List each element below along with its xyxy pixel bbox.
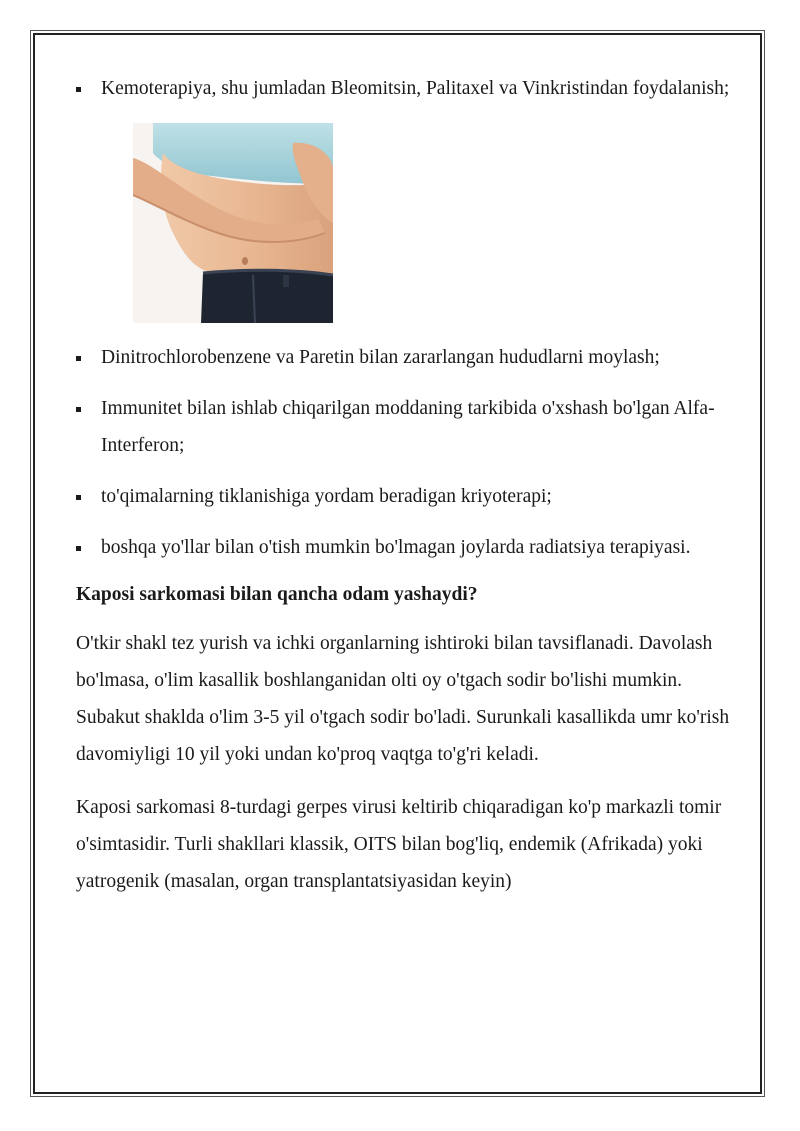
- document-body: [76, 70, 736, 916]
- list-item: [76, 529, 736, 566]
- bullet-marker: [76, 407, 81, 412]
- bullet-marker: [76, 495, 81, 500]
- list-item: [76, 70, 736, 107]
- treatment-list-top: [76, 70, 736, 107]
- list-item: [76, 390, 736, 464]
- abdomen-pain-image: [133, 123, 333, 323]
- paragraph-prognosis: O'tkir shakl tez yurish va ichki organlarning ishtiroki bilan tavsiflanadi. Davolash bo'lmasa, o'lim kasallik boshlanganidan olti oy o'tgach sodir bo'lishi mumkin. Subakut shaklda o'lim 3-5 yil o'tgach sodir bo'ladi. Surunkali kasallikda umr ko'rish davomiyligi 10 yil yoki undan ko'proq vaqtga to'g'ri keladi.: [76, 633, 730, 765]
- abdomen-pain-illustration: [133, 123, 333, 323]
- list-item-text: boshqa yo'llar bilan o'tish mumkin bo'lmagan joylarda radiatsiya terapiyasi.: [101, 537, 691, 558]
- list-item: [76, 478, 736, 515]
- bullet-marker: [76, 356, 81, 361]
- list-item-text: Immunitet bilan ishlab chiqarilgan moddaning tarkibida o'xshash bo'lgan Alfa-Interferon;: [101, 398, 715, 456]
- bullet-marker: [76, 87, 81, 92]
- paragraph-definition: Kaposi sarkomasi 8-turdagi gerpes virusi keltirib chiqaradigan ko'p markazli tomir o'simtasidir. Turli shakllari klassik, OITS bilan bog'liq, endemik (Afrikada) yoki yatrogenik (masalan, organ transplantatsiyasidan keyin): [76, 797, 722, 892]
- list-item: [76, 339, 736, 376]
- list-item-text: Dinitrochlorobenzene va Paretin bilan zararlangan hududlarni moylash;: [101, 347, 660, 368]
- list-item-text: Kemoterapiya, shu jumladan Bleomitsin, Palitaxel va Vinkristindan foydalanish;: [101, 78, 730, 99]
- list-item-text: to'qimalarning tiklanishiga yordam beradigan kriyoterapi;: [101, 486, 552, 507]
- bullet-marker: [76, 546, 81, 551]
- treatment-list-bottom: [76, 339, 736, 566]
- section-heading: Kaposi sarkomasi bilan qancha odam yashaydi?: [76, 584, 478, 605]
